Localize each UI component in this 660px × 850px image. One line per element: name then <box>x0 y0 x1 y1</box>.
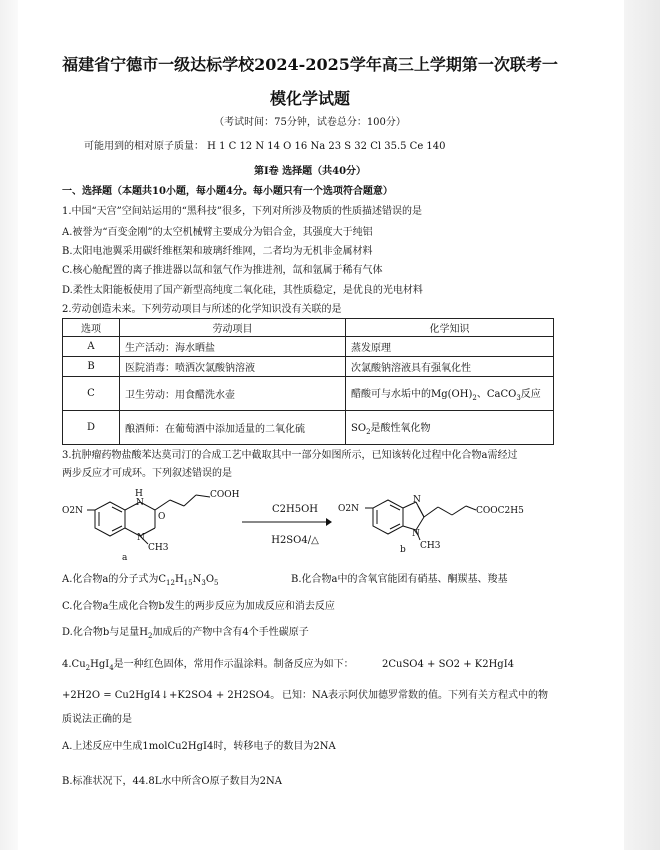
q3-option-a: A.化合物a的分子式为$C_{12}H_{15}N_3O_5$ <box>62 574 219 587</box>
q1-option-a: A.被誉为“百变金刚”的太空机械臂主要成分为铝合金，其强度大于纯铝 <box>62 227 373 238</box>
table-row <box>63 337 554 357</box>
q1-stem: 1.中国“天宫”空间站运用的“黑科技”很多，下列对所涉及物质的性质描述错误的是 <box>62 206 422 217</box>
row-key: B <box>63 357 120 377</box>
q1-option-b: B.太阳电池翼采用碳纤维框架和玻璃纤维网，二者均为无机非金属材料 <box>62 246 373 257</box>
reagent-bottom: H2SO4/△ <box>271 535 319 546</box>
mol-b-no2: O2N <box>338 504 359 514</box>
mol-b-n2: N <box>412 529 420 539</box>
row-labor: 卫生劳动：用食醋洗水壶 <box>120 377 346 411</box>
q1-option-d: D.柔性太阳能板使用了国产新型高纯度二氧化硅，其性质稳定，是优良的光电材料 <box>62 285 423 296</box>
q3-option-d: D.化合物b与足量$H_2$加成后的产物中含有4个手性碳原子 <box>62 627 309 640</box>
row-chem: $SO_2$是酸性氧化物 <box>346 411 554 445</box>
page-left-shadow <box>0 0 18 850</box>
q4-option-b: B.标准状况下，44.8L水中所含O原子数目为2NA <box>62 776 282 787</box>
mol-a-ch3: CH3 <box>148 543 169 553</box>
q3-stem-line1: 3.抗肿瘤药物盐酸苯达莫司汀的合成工艺中截取其中一部分如图所示，已知该转化过程中化合物a需经过 <box>62 450 518 461</box>
q4-line3: 质说法正确的是 <box>62 714 132 725</box>
exam-info: （考试时间：75分钟，试卷总分：100分） <box>214 117 406 128</box>
table-row <box>63 377 554 411</box>
atomic-masses: 可能用到的相对原子质量： H 1 C 12 N 14 O 16 Na 23 S 32 Cl 35.5 Ce 140 <box>84 141 446 152</box>
molecule-b-diagram <box>338 482 538 562</box>
row-key: D <box>63 411 120 445</box>
mol-b-n1: N <box>413 495 421 505</box>
row-chem: 次氯酸钠溶液具有强氧化性 <box>346 357 554 377</box>
section-heading: 一、选择题（本题共10小题，每小题4分。每小题只有一个选项符合题意） <box>62 186 393 197</box>
mol-a-h: H <box>135 489 143 499</box>
q4-equation-part1: 2CuSO4 + SO2 + K2HgI4 <box>382 659 515 670</box>
row-chem: 醋酸可与水垢中的$Mg(OH)_2$、CaCO$_3$反应 <box>346 377 554 411</box>
q2-stem: 2.劳动创造未来。下列劳动项目与所述的化学知识没有关联的是 <box>62 304 342 315</box>
mol-b-ester: COOC2H5 <box>476 506 524 516</box>
q3-stem-line2: 两步反应才可成环。下列叙述错误的是 <box>62 468 232 479</box>
mol-b-ch3: CH3 <box>420 541 441 551</box>
q3-option-b: B.化合物a中的含氧官能团有硝基、酮羰基、羧基 <box>291 574 508 585</box>
table-row <box>63 357 554 377</box>
q4-line2-rest: 已知：NA表示阿伏加德罗常数的值。下列有关方程式中的物 <box>282 690 548 701</box>
mol-a-no2: O2N <box>62 506 83 516</box>
q4-equation-part2: +2H2O = Cu2HgI4↓+K2SO4 + 2H2SO4。 <box>62 690 281 701</box>
q4-line1: $4.Cu_2HgI_4$是一种红色固体，常用作示温涂料。制备反应为如下： <box>62 659 354 672</box>
row-labor: 医院消毒：喷洒次氯酸钠溶液 <box>120 357 346 377</box>
mol-a-cooh: COOH <box>210 490 240 500</box>
table-header-labor: 劳动项目 <box>120 319 346 337</box>
row-key: C <box>63 377 120 411</box>
molecule-a-diagram <box>60 482 245 562</box>
q3-option-c: C.化合物a生成化合物b发生的两步反应为加成反应和消去反应 <box>62 601 335 612</box>
mol-a-n1: N <box>136 498 144 508</box>
table-row <box>63 411 554 445</box>
row-labor: 生产活动：海水晒盐 <box>120 337 346 357</box>
mol-b-label: b <box>400 545 406 555</box>
doc-title-line1: 福建省宁德市一级达标学校2024-2025学年高三上学期第一次联考一 <box>62 55 558 74</box>
table-header-option: 选项 <box>63 319 120 337</box>
volume-heading: 第Ⅰ卷 选择题（共40分） <box>253 166 367 177</box>
mol-a-o: O <box>158 512 166 522</box>
row-labor: 酿酒师：在葡萄酒中添加适量的二氧化硫 <box>120 411 346 445</box>
doc-title-line2: 模化学试题 <box>269 89 350 108</box>
row-key: A <box>63 337 120 357</box>
q2-table <box>62 318 554 445</box>
reagent-top: C2H5OH <box>271 504 318 515</box>
q1-option-c: C.核心舱配置的离子推进器以氙和氩气作为推进剂，氙和氩属于稀有气体 <box>62 265 383 276</box>
q4-option-a: A.上述反应中生成1molCu2HgI4时，转移电子的数目为2NA <box>62 741 336 752</box>
reaction-arrow-icon <box>240 516 332 528</box>
mol-a-label: a <box>122 553 128 562</box>
row-chem: 蒸发原理 <box>346 337 554 357</box>
mol-a-n2: N <box>137 533 145 543</box>
page-right-shadow <box>624 0 660 850</box>
table-header-chem: 化学知识 <box>346 319 554 337</box>
